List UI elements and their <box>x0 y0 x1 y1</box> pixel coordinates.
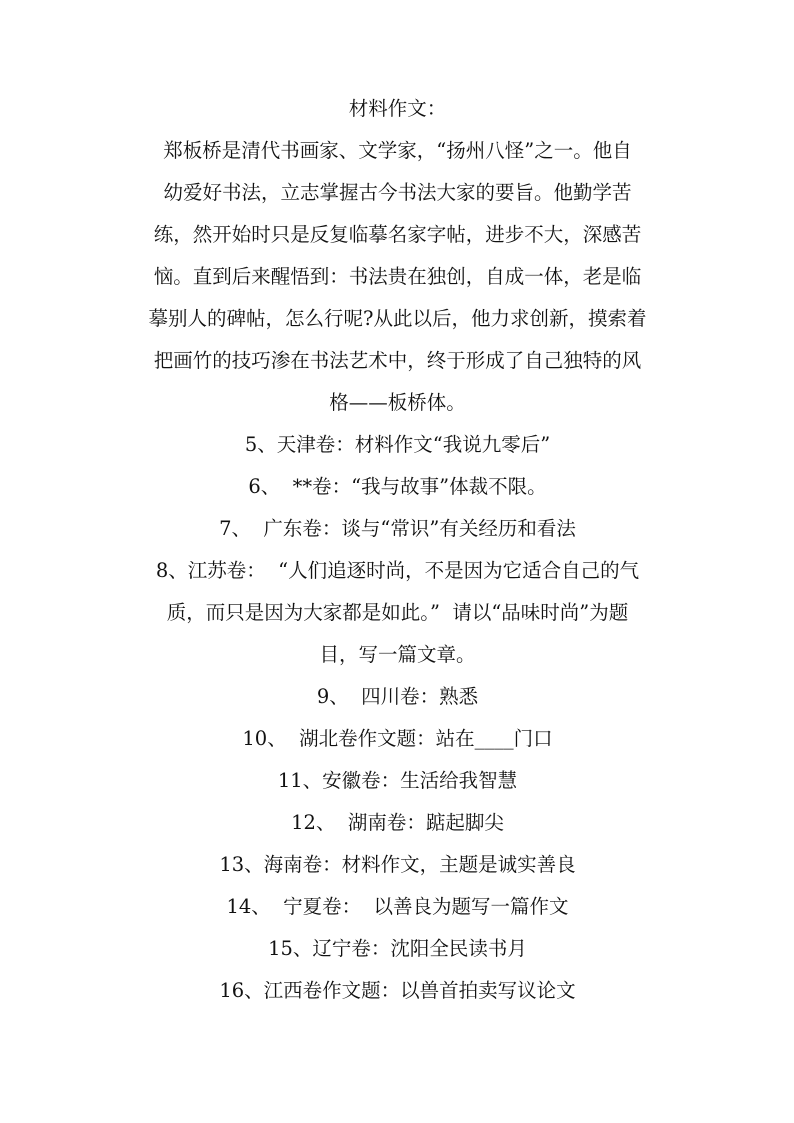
paragraph-line: 练，然开始时只是反复临摹名家字帖，进步不大，深感苦 <box>153 223 642 246</box>
list-item: 5、天津卷：材料作文“我说九零后” <box>244 433 551 456</box>
list-item: 13、海南卷：材料作文，主题是诚实善良 <box>219 853 576 876</box>
list-item: 16、江西卷作文题：以兽首拍卖写议论文 <box>219 979 576 1002</box>
list-item: 14、 宁夏卷： 以善良为题写一篇作文 <box>226 895 569 918</box>
list-item: 10、 湖北卷作文题：站在____门口 <box>242 727 553 750</box>
list-item-continued: 质，而只是因为大家都是如此。” 请以“品味时尚”为题 <box>166 601 629 624</box>
list-item: 9、 四川卷：熟悉 <box>316 685 479 708</box>
list-item: 11、安徽卷：生活给我智慧 <box>277 769 518 792</box>
list-item: 12、 湖南卷：踮起脚尖 <box>291 811 504 834</box>
paragraph-line: 格——板桥体。 <box>329 391 466 414</box>
list-item: 6、 **卷：“我与故事”体裁不限。 <box>248 475 547 498</box>
paragraph-line: 把画竹的技巧渗在书法艺术中，终于形成了自己独特的风 <box>153 349 642 372</box>
paragraph-line: 摹别人的碑帖，怎么行呢?从此以后，他力求创新，摸索着 <box>148 307 647 330</box>
list-item-continued: 目，写一篇文章。 <box>319 643 476 666</box>
paragraph-line: 恼。直到后来醒悟到：书法贵在独创，自成一体，老是临 <box>153 265 642 288</box>
document-body <box>120 88 675 1012</box>
list-item: 8、江苏卷： “人们追逐时尚，不是因为它适合自己的气 <box>155 559 640 582</box>
material-heading: 材料作文： <box>348 97 447 120</box>
list-item: 15、辽宁卷：沈阳全民读书月 <box>268 937 527 960</box>
paragraph-line: 郑板桥是清代书画家、文学家，“扬州八怪”之一。他自 <box>163 139 632 162</box>
list-item: 7、 广东卷：谈与“常识”有关经历和看法 <box>219 517 576 540</box>
paragraph-line: 幼爱好书法，立志掌握古今书法大家的要旨。他勤学苦 <box>163 181 632 204</box>
